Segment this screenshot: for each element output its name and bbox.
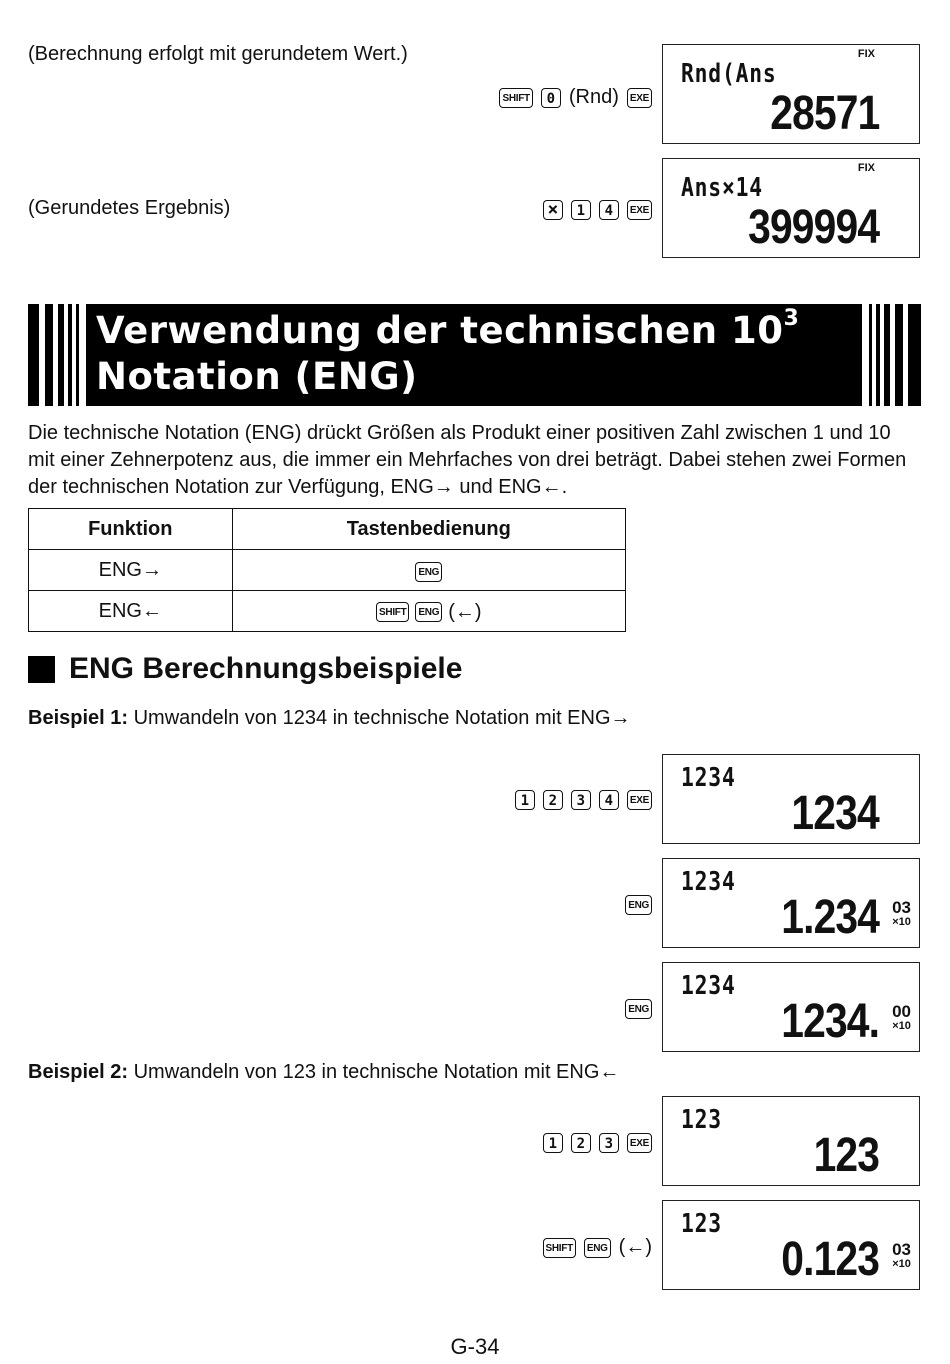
table-cell-function: ENG→	[29, 550, 233, 591]
lcd-result: 1234.	[781, 995, 879, 1048]
note-rounded-calc: (Berechnung erfolgt mit gerundetem Wert.)	[28, 43, 408, 65]
lcd-display-5	[662, 962, 920, 1052]
note-rounded-result: (Gerundetes Ergebnis)	[28, 197, 231, 219]
multiply-key: ×	[543, 200, 563, 220]
lcd-exponent: 03 ×10	[892, 898, 911, 928]
fix-indicator: FIX	[857, 48, 875, 60]
four-key: 4	[599, 200, 619, 220]
two-key: 2	[543, 790, 563, 810]
eng-key: ENG	[415, 562, 442, 582]
key-sequence-123	[543, 1133, 652, 1153]
lcd-display-3	[662, 754, 920, 844]
table-cell-keys	[232, 591, 625, 632]
lcd-expression: 123	[681, 1105, 722, 1135]
eng-key: ENG	[584, 1238, 611, 1258]
table-row	[29, 550, 626, 591]
section-banner	[28, 304, 921, 406]
key-sequence-shift-eng	[543, 1236, 653, 1259]
key-sequence-eng	[625, 895, 652, 915]
example-2-heading: Beispiel 2: Umwandeln von 123 in technische Notation mit ENG←	[28, 1061, 620, 1083]
eng-key: ENG	[415, 602, 442, 622]
one-key: 1	[515, 790, 535, 810]
example-1-heading: Beispiel 1: Umwandeln von 1234 in technische Notation mit ENG→	[28, 707, 631, 729]
square-bullet-icon	[28, 656, 55, 683]
key-sequence-1234	[515, 790, 652, 810]
page-number: G-34	[450, 1334, 500, 1359]
table-row	[29, 591, 626, 632]
lcd-expression: 1234	[681, 971, 736, 1001]
table-header-keys: Tastenbedienung	[232, 509, 625, 550]
three-key: 3	[599, 1133, 619, 1153]
lcd-result: 0.123	[781, 1233, 879, 1286]
rnd-label: (Rnd)	[568, 86, 619, 108]
lcd-result: 399994	[747, 201, 879, 254]
one-key: 1	[571, 200, 591, 220]
key-sequence-multiply	[543, 200, 652, 220]
eng-key: ENG	[625, 999, 652, 1019]
lcd-exponent: 00 ×10	[892, 1002, 911, 1032]
section-heading: ENG Berechnungsbeispiele	[28, 652, 462, 686]
function-table	[28, 508, 626, 632]
table-cell-function: ENG←	[29, 591, 233, 632]
intro-paragraph: Die technische Notation (ENG) drückt Größen als Produkt einer positiven Zahl zwischen 1 und 10 mit einer Zehnerpotenz aus, die immer ein Mehrfaches von drei beträgt. Dabei stehen zwei Formen der technischen Notation zur Verfügung, ENG→ und ENG←.	[28, 422, 907, 498]
one-key: 1	[543, 1133, 563, 1153]
fix-indicator: FIX	[857, 162, 875, 174]
shift-key: SHIFT	[499, 88, 532, 108]
eng-key: ENG	[625, 895, 652, 915]
lcd-expression: 1234	[681, 867, 736, 897]
lcd-expression: Ans×14	[681, 173, 763, 203]
lcd-display-7	[662, 1200, 920, 1290]
exe-key: EXE	[627, 790, 652, 810]
lcd-display-2	[662, 158, 920, 258]
table-cell-keys	[232, 550, 625, 591]
lcd-expression: 123	[681, 1209, 722, 1239]
lcd-result: 1.234	[781, 891, 879, 944]
key-sequence-eng	[625, 999, 652, 1019]
shift-key: SHIFT	[376, 602, 409, 622]
shift-key: SHIFT	[543, 1238, 576, 1258]
exe-key: EXE	[627, 200, 652, 220]
lcd-result: 123	[813, 1129, 879, 1182]
lcd-result: 1234	[791, 787, 879, 840]
four-key: 4	[599, 790, 619, 810]
left-arrow-label: (←)	[448, 600, 482, 623]
lcd-exponent: 03 ×10	[892, 1240, 911, 1270]
exe-key: EXE	[627, 1133, 652, 1153]
two-key: 2	[571, 1133, 591, 1153]
three-key: 3	[571, 790, 591, 810]
lcd-display-6	[662, 1096, 920, 1186]
exe-key: EXE	[627, 88, 652, 108]
banner-title: Verwendung der technischen $10^3$ Notation (ENG)	[96, 306, 800, 398]
lcd-display-4	[662, 858, 920, 948]
lcd-display-1	[662, 44, 920, 144]
lcd-result: 28571	[769, 87, 879, 140]
zero-key: 0	[541, 88, 561, 108]
left-arrow-label: (←)	[618, 1236, 652, 1258]
lcd-expression: 1234	[681, 763, 736, 793]
key-sequence-rnd	[499, 86, 652, 109]
lcd-expression: Rnd(Ans	[681, 59, 777, 89]
table-header-function: Funktion	[29, 509, 233, 550]
